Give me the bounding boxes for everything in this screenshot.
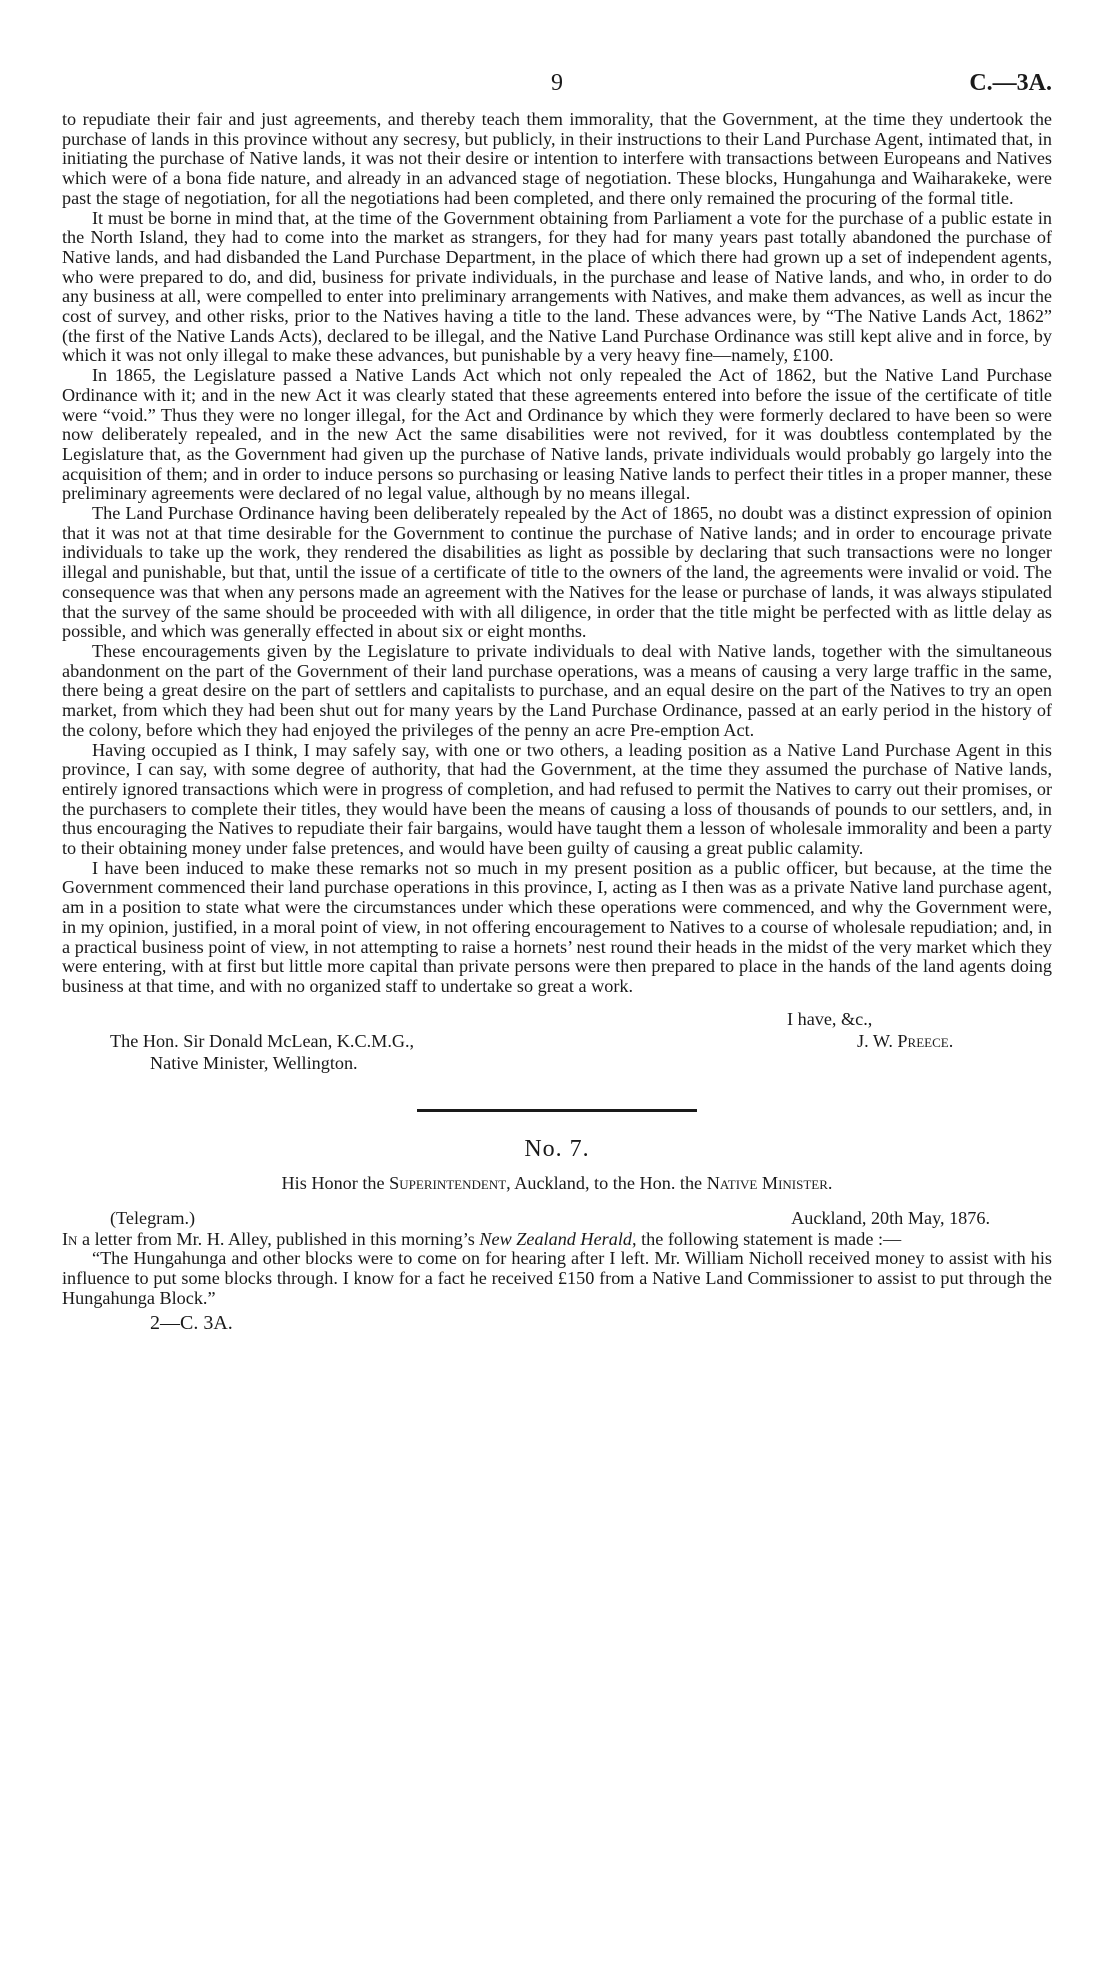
letter-body [62,110,1052,997]
telegram-intro [62,1230,1052,1250]
telegram-quote: “The Hungahunga and other blocks were to come on for hearing after I left. Mr. William Nicholl received money to assist with his influence to put some blocks through. I know for a fact he received £150 from a Native Land Commissioner to assist to put through the Hungahunga Block.” [62,1248,1052,1308]
subtitle-part: , Auckland, to the Hon. the [506,1172,707,1193]
paragraph-7: I have been induced to make these remarks not so much in my present position as a public officer, but because, at the time the Government commenced their land purchase operations in this province, I, acting as I then was as a private Native land purchase agent, am in a position to state what were the circumstances under which these operations were commenced, and why the Government were, in my opinion, justified, in a moral point of view, in not offering encouragement to Natives to a course of wholesale repudiation; and, in a practical business point of view, in not attempting to raise a hornets’ nest round their heads in the midst of the very market which they were entering, with at first but little more capital than private persons were then prepared to place in the hands of the land agents doing business at that time, and with no organized staff to undertake so great a work. [62,857,1052,996]
subtitle-part: Native Minister [706,1172,828,1193]
paragraph-3: In 1865, the Legislature passed a Native Lands Act which not only repealed the Act of 1862, but the Native Land Purchase Ordinance with it; and in the new Act it was clearly stated that these agreements entered into before the issue of the certificate of title were “void.” Thus they were no longer illegal, for the Act and Ordinance by which they were formerly declared to have been so were now deliberately repealed, and in the new Act the same disabilities were not revived, for it was doubtless contemplated by the Legislature that, as the Government had given up the purchase of Native lands, private individuals would probably go largely into the acquisition of them; and in order to induce persons so purchasing or leasing Native lands to perfect their titles in a proper manner, these preliminary agreements were declared of no legal value, although by no means illegal. [62,365,1052,504]
subtitle-part: His Honor the [281,1172,390,1193]
document-page [62,70,1052,1335]
telegram-line [62,1208,1052,1230]
dateline: Auckland, 20th May, 1876. [791,1207,990,1228]
paragraph-5: These encouragements given by the Legislature to private individuals to deal with Native lands, together with the simultaneous abandonment on the part of the Government of their land purchase operations, was a means of causing a very large traffic in the same, there being a great desire on the part of settlers and capitalists to purchase, and an equal desire on the part of the Natives to try an open market, from which they had been shut out for many years by the Land Purchase Ordinance, passed at an early period in the history of the colony, before which they had enjoyed the privileges of the penny an acre Pre-emption Act. [62,640,1052,740]
paragraph-6: Having occupied as I think, I may safely say, with one or two others, a leading position as a Native Land Purchase Agent in this province, I can say, with some degree of authority, that had the Government, at the time they assumed the purchase of Native lands, entirely ignored transactions which were in progress of completion, and had refused to permit the Natives to carry out their promises, or the purchasers to complete their titles, they would have been the means of causing a loss of thousands of pounds to our settlers, and, in thus encouraging the Natives to repudiate their fair bargains, would have taught them a lesson of wholesale immorality and been a party to their obtaining money under false pretences, and would have been guilty of causing a great public calamity. [62,739,1052,859]
page-header [62,70,1052,110]
telegram-label: (Telegram.) [110,1207,196,1228]
paragraph-1: to repudiate their fair and just agreements, and thereby teach them immorality, that the Government, at the time they undertook the purchase of lands in this province without any secresy, but publicly, in their instructions to their Land Purchase Agent, intimated that, in initiating the purchase of Native lands, it was not their desire or intention to interfere with transactions between Europeans and Natives which were of a bona fide nature, and already in an advanced stage of negotiation. These blocks, Hungahunga and Waiharakeke, were past the stage of negotiation, for all the negotiations had been completed, and there only remained the procuring of the formal title. [62,109,1052,208]
intro-lead: In [62,1228,78,1249]
section-number: No. 7. [524,1135,590,1162]
signature-block [62,1009,1052,1075]
section-divider [417,1109,697,1112]
page-number: 9 [551,70,563,96]
newspaper-name: New Zealand Herald [479,1228,632,1249]
signatory-name: J. W. Preece. [857,1030,954,1051]
paragraph-4: The Land Purchase Ordinance having been deliberately repealed by the Act of 1865, no doubt was a distinct expression of opinion that it was not at that time desirable for the Government to continue the purchase of Native lands; and in order to encourage private individuals to take up the work, they rendered the disabilities as light as possible by declaring that such transactions were no longer illegal and punishable, but that, until the issue of a certificate of title to the owners of the land, the agreements were invalid or void. The consequence was that when any persons made an agreement with the Natives for the lease or purchase of lands, it was always stipulated that the survey of the same should be proceeded with with all diligence, in order that the title might be perfected with as little delay as possible, and which was generally effected in about six or eight months. [62,503,1052,642]
subtitle-part: Superintendent [389,1172,507,1193]
intro-tail: , the following statement is made :— [631,1228,902,1249]
document-reference: C.—3A. [969,70,1052,96]
footer-reference: 2—C. 3A. [150,1312,233,1335]
intro-text: a letter from Mr. H. Alley, published in this morning’s [77,1228,480,1249]
addressee-name: The Hon. Sir Donald McLean, K.C.M.G., [110,1030,415,1051]
addressee-title: Native Minister, Wellington. [150,1052,358,1073]
subtitle-part: . [827,1172,833,1193]
paragraph-2: It must be borne in mind that, at the time of the Government obtaining from Parliament a vote for the purchase of a public estate in the North Island, they had to come into the market as strangers, for they had for many years past totally abandoned the purchase of Native lands, and had disbanded the Land Purchase Department, in the place of which there had grown up a set of independent agents, who were prepared to do, and did, business for private individuals, in the purchase and lease of Native lands, and who, in order to do any business at all, were compelled to enter into preliminary arrangements with Natives, and make them advances, as well as incur the cost of survey, and other risks, prior to the Natives having a title to the land. These advances were, by “The Native Lands Act, 1862” (the first of the Native Lands Acts), declared to be illegal, and the Native Land Purchase Ordinance was still kept alive and in force, by which it was not only illegal to make these advances, but punishable by a very heavy fine—namely, £100. [62,207,1052,366]
sign-off: I have, &c., [787,1008,873,1029]
section-subtitle [62,1173,1052,1194]
